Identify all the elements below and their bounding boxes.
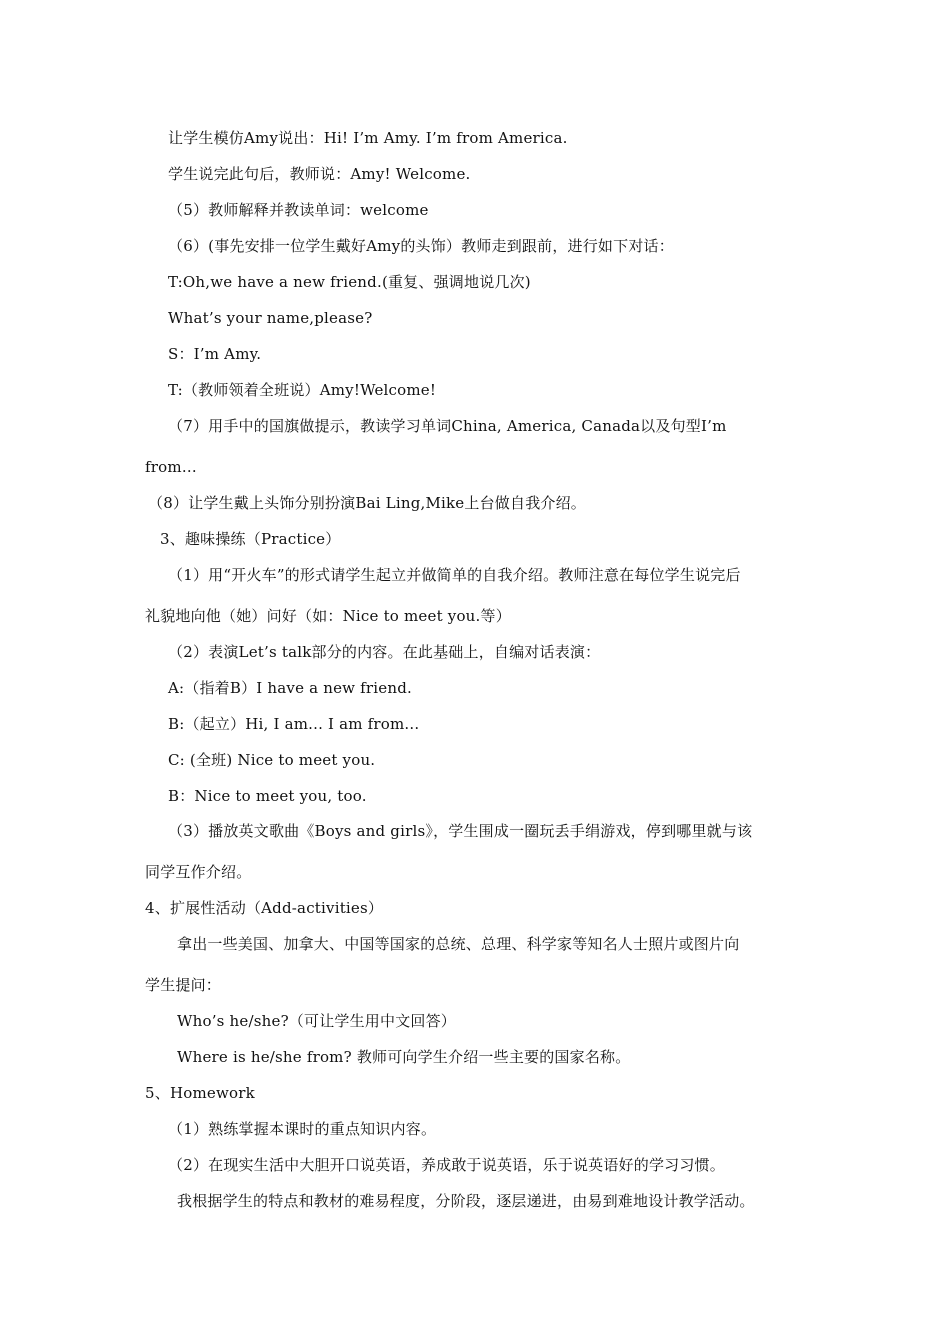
section-heading: 4、扩展性活动（Add-activities）	[145, 899, 384, 917]
text-line: S：I’m Amy.	[168, 345, 262, 363]
text-line: （2）表演Let’s talk部分的内容。在此基础上，自编对话表演：	[168, 643, 601, 661]
text-line: C: (全班) Nice to meet you.	[168, 751, 376, 769]
text-line: What’s your name,please?	[168, 309, 373, 327]
text-line: from…	[145, 458, 197, 476]
text-line: （1）用“开火车”的形式请学生起立并做简单的自我介绍。教师注意在每位学生说完后	[168, 566, 741, 584]
text-line: （1）熟练掌握本课时的重点知识内容。	[168, 1120, 437, 1138]
text-line: Where is he/she from? 教师可向学生介绍一些主要的国家名称。	[177, 1048, 631, 1066]
text-line: T:Oh,we have a new friend.(重复、强调地说几次)	[168, 273, 531, 291]
text-line: A:（指着B）I have a new friend.	[168, 679, 413, 697]
text-line: 让学生模仿Amy说出：Hi! I’m Amy. I’m from America.	[168, 129, 568, 147]
text-line: 我根据学生的特点和教材的难易程度，分阶段，逐层递进，由易到难地设计教学活动。	[177, 1192, 755, 1210]
text-line: B:（起立）Hi, I am... I am from...	[168, 715, 420, 733]
text-line: （5）教师解释并教读单词：welcome	[168, 201, 429, 219]
text-line: 礼貌地向他（她）问好（如：Nice to meet you.等）	[145, 607, 511, 625]
text-line: （2）在现实生活中大胆开口说英语，养成敢于说英语，乐于说英语好的学习习惯。	[168, 1156, 725, 1174]
text-line: （6）(事先安排一位学生戴好Amy的头饰）教师走到跟前，进行如下对话：	[168, 237, 674, 255]
text-line: 同学互作介绍。	[145, 863, 252, 881]
text-line: Who’s he/she?（可让学生用中文回答）	[177, 1012, 457, 1030]
text-line: T:（教师领着全班说）Amy!Welcome!	[168, 381, 437, 399]
text-line: 拿出一些美国、加拿大、中国等国家的总统、总理、科学家等知名人士照片或图片向	[177, 935, 740, 953]
text-line: （7）用手中的国旗做提示，教读学习单词China, America, Canada以及句型I’m	[168, 417, 727, 435]
text-line: 学生提问：	[145, 976, 222, 994]
section-heading: 5、Homework	[145, 1084, 255, 1102]
text-line: B：Nice to meet you, too.	[168, 787, 367, 805]
text-line: 学生说完此句后，教师说：Amy! Welcome.	[168, 165, 471, 183]
section-heading: 3、趣味操练（Practice）	[160, 530, 341, 548]
text-line: （3）播放英文歌曲《Boys and girls》，学生围成一圈玩丢手绢游戏，停到哪里就与该	[168, 822, 753, 840]
text-line: （8）让学生戴上头饰分别扮演Bai Ling,Mike上台做自我介绍。	[148, 494, 586, 512]
